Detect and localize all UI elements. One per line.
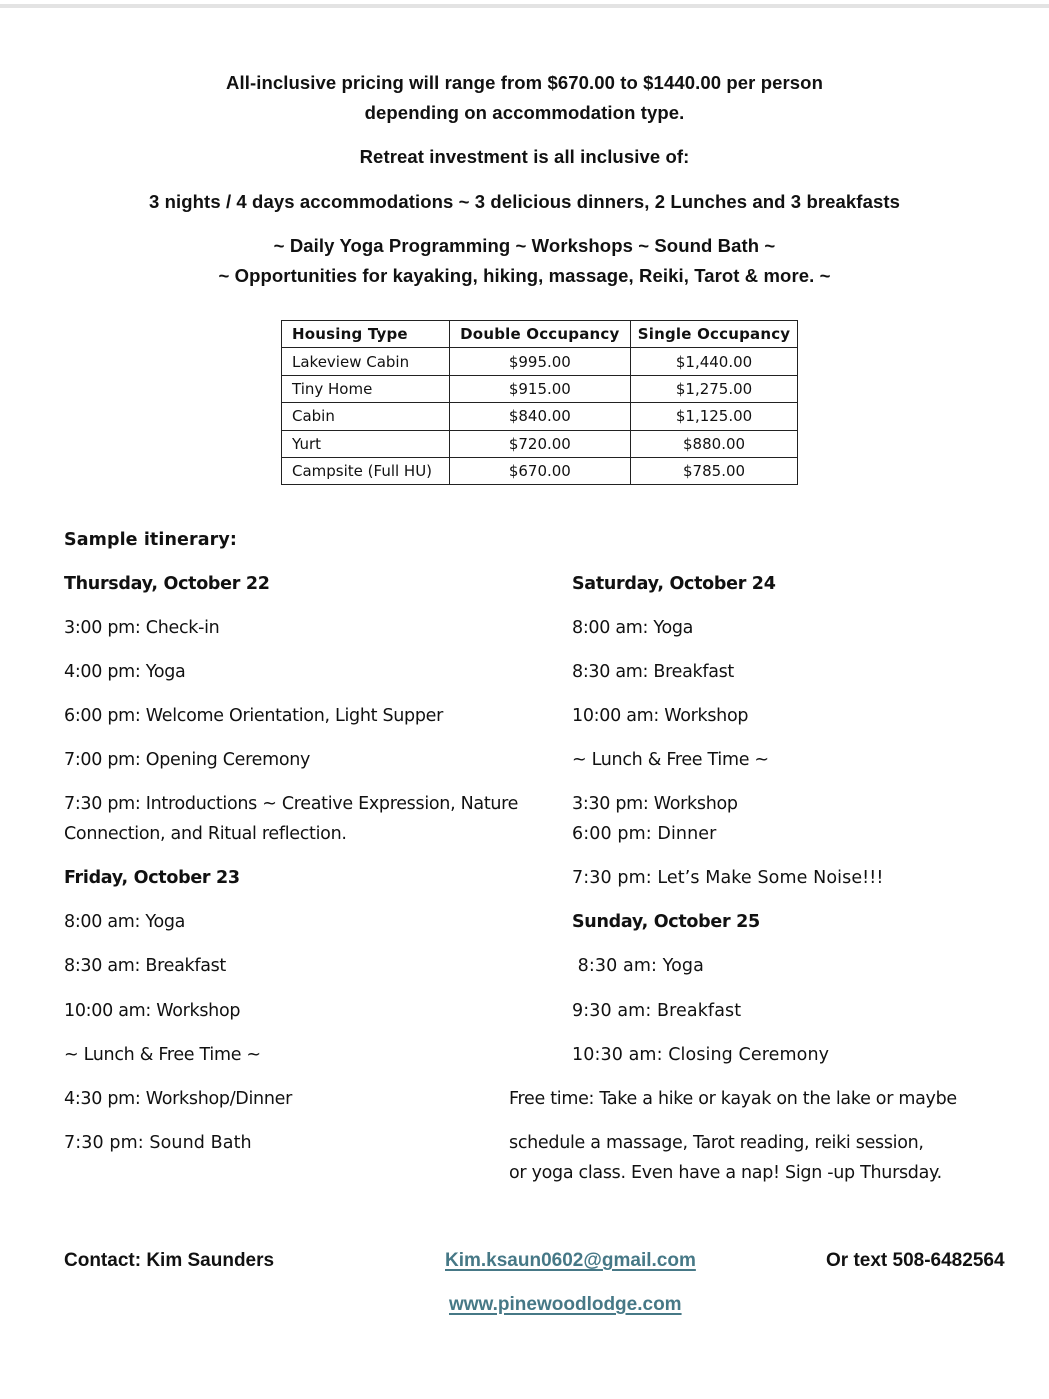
saturday-item: 8:30 am: Breakfast	[572, 662, 734, 682]
single-price-cell: $880.00	[631, 430, 798, 457]
friday-item: 8:00 am: Yoga	[64, 912, 186, 932]
inclusions-line: 3 nights / 4 days accommodations ~ 3 delicious dinners, 2 Lunches and 3 breakfasts	[148, 191, 900, 212]
housing-type-cell: Campsite (Full HU)	[282, 457, 450, 484]
housing-type-cell: Lakeview Cabin	[282, 348, 450, 375]
column-header-single-occupancy: Single Occupancy	[631, 321, 798, 348]
saturday-item: ~ Lunch & Free Time ~	[572, 750, 769, 770]
pricing-range-line-1: All-inclusive pricing will range from $670.00 to $1440.00 per person	[226, 72, 823, 93]
thursday-item: 7:30 pm: Introductions ~ Creative Expression, Nature	[64, 794, 519, 814]
housing-type-cell: Yurt	[282, 430, 450, 457]
sunday-item: 8:30 am: Yoga	[572, 956, 704, 976]
double-price-cell: $915.00	[449, 375, 630, 402]
friday-item: 10:00 am: Workshop	[64, 1001, 241, 1021]
table-row	[282, 403, 798, 430]
thursday-item: 6:00 pm: Welcome Orientation, Light Supper	[64, 706, 444, 726]
table-row	[282, 457, 798, 484]
housing-type-cell: Tiny Home	[282, 375, 450, 402]
saturday-item: 6:00 pm: Dinner	[572, 824, 717, 844]
sunday-heading: Sunday, October 25	[572, 912, 760, 932]
sunday-item: 9:30 am: Breakfast	[572, 1001, 742, 1021]
friday-item: 8:30 am: Breakfast	[64, 956, 226, 976]
free-time-note-line-1: Free time: Take a hike or kayak on the lake or maybe	[509, 1089, 957, 1109]
double-price-cell: $720.00	[449, 430, 630, 457]
programming-line-2: ~ Opportunities for kayaking, hiking, massage, Reiki, Tarot & more. ~	[218, 265, 831, 286]
email-link[interactable]: Kim.ksaun0602@gmail.com	[445, 1250, 696, 1271]
table-row	[282, 348, 798, 375]
column-header-housing-type: Housing Type	[282, 321, 450, 348]
saturday-item: 3:30 pm: Workshop	[572, 794, 738, 814]
table-header-row	[282, 321, 798, 348]
free-time-note-line-3: or yoga class. Even have a nap! Sign -up Thursday.	[509, 1163, 942, 1183]
top-divider	[0, 4, 1049, 8]
friday-heading: Friday, October 23	[64, 868, 240, 888]
saturday-item: 10:00 am: Workshop	[572, 706, 749, 726]
thursday-item-continued: Connection, and Ritual reflection.	[64, 824, 347, 844]
double-price-cell: $840.00	[449, 403, 630, 430]
column-header-double-occupancy: Double Occupancy	[449, 321, 630, 348]
housing-type-cell: Cabin	[282, 403, 450, 430]
pricing-range-line-2: depending on accommodation type.	[364, 102, 685, 123]
free-time-note-line-2: schedule a massage, Tarot reading, reiki session,	[509, 1133, 924, 1153]
single-price-cell: $1,275.00	[631, 375, 798, 402]
double-price-cell: $670.00	[449, 457, 630, 484]
double-price-cell: $995.00	[449, 348, 630, 375]
contact-phone: Or text 508-6482564	[826, 1250, 1005, 1271]
programming-line-1: ~ Daily Yoga Programming ~ Workshops ~ Sound Bath ~	[273, 235, 776, 256]
sunday-item: 10:30 am: Closing Ceremony	[572, 1045, 830, 1065]
single-price-cell: $1,440.00	[631, 348, 798, 375]
pricing-table	[281, 320, 798, 485]
saturday-item: 7:30 pm: Let’s Make Some Noise!!!	[572, 868, 884, 888]
inclusive-heading: Retreat investment is all inclusive of:	[359, 146, 690, 167]
thursday-heading: Thursday, October 22	[64, 574, 270, 594]
single-price-cell: $785.00	[631, 457, 798, 484]
table-row	[282, 430, 798, 457]
friday-item: 7:30 pm: Sound Bath	[64, 1133, 252, 1153]
thursday-item: 7:00 pm: Opening Ceremony	[64, 750, 311, 770]
thursday-item: 3:00 pm: Check-in	[64, 618, 220, 638]
table-row	[282, 375, 798, 402]
single-price-cell: $1,125.00	[631, 403, 798, 430]
itinerary-title: Sample itinerary:	[64, 530, 237, 550]
friday-item: 4:30 pm: Workshop/Dinner	[64, 1089, 292, 1109]
contact-name: Contact: Kim Saunders	[64, 1250, 275, 1271]
thursday-item: 4:00 pm: Yoga	[64, 662, 186, 682]
website-link[interactable]: www.pinewoodlodge.com	[449, 1294, 682, 1315]
saturday-item: 8:00 am: Yoga	[572, 618, 694, 638]
friday-item: ~ Lunch & Free Time ~	[64, 1045, 261, 1065]
saturday-heading: Saturday, October 24	[572, 574, 776, 594]
